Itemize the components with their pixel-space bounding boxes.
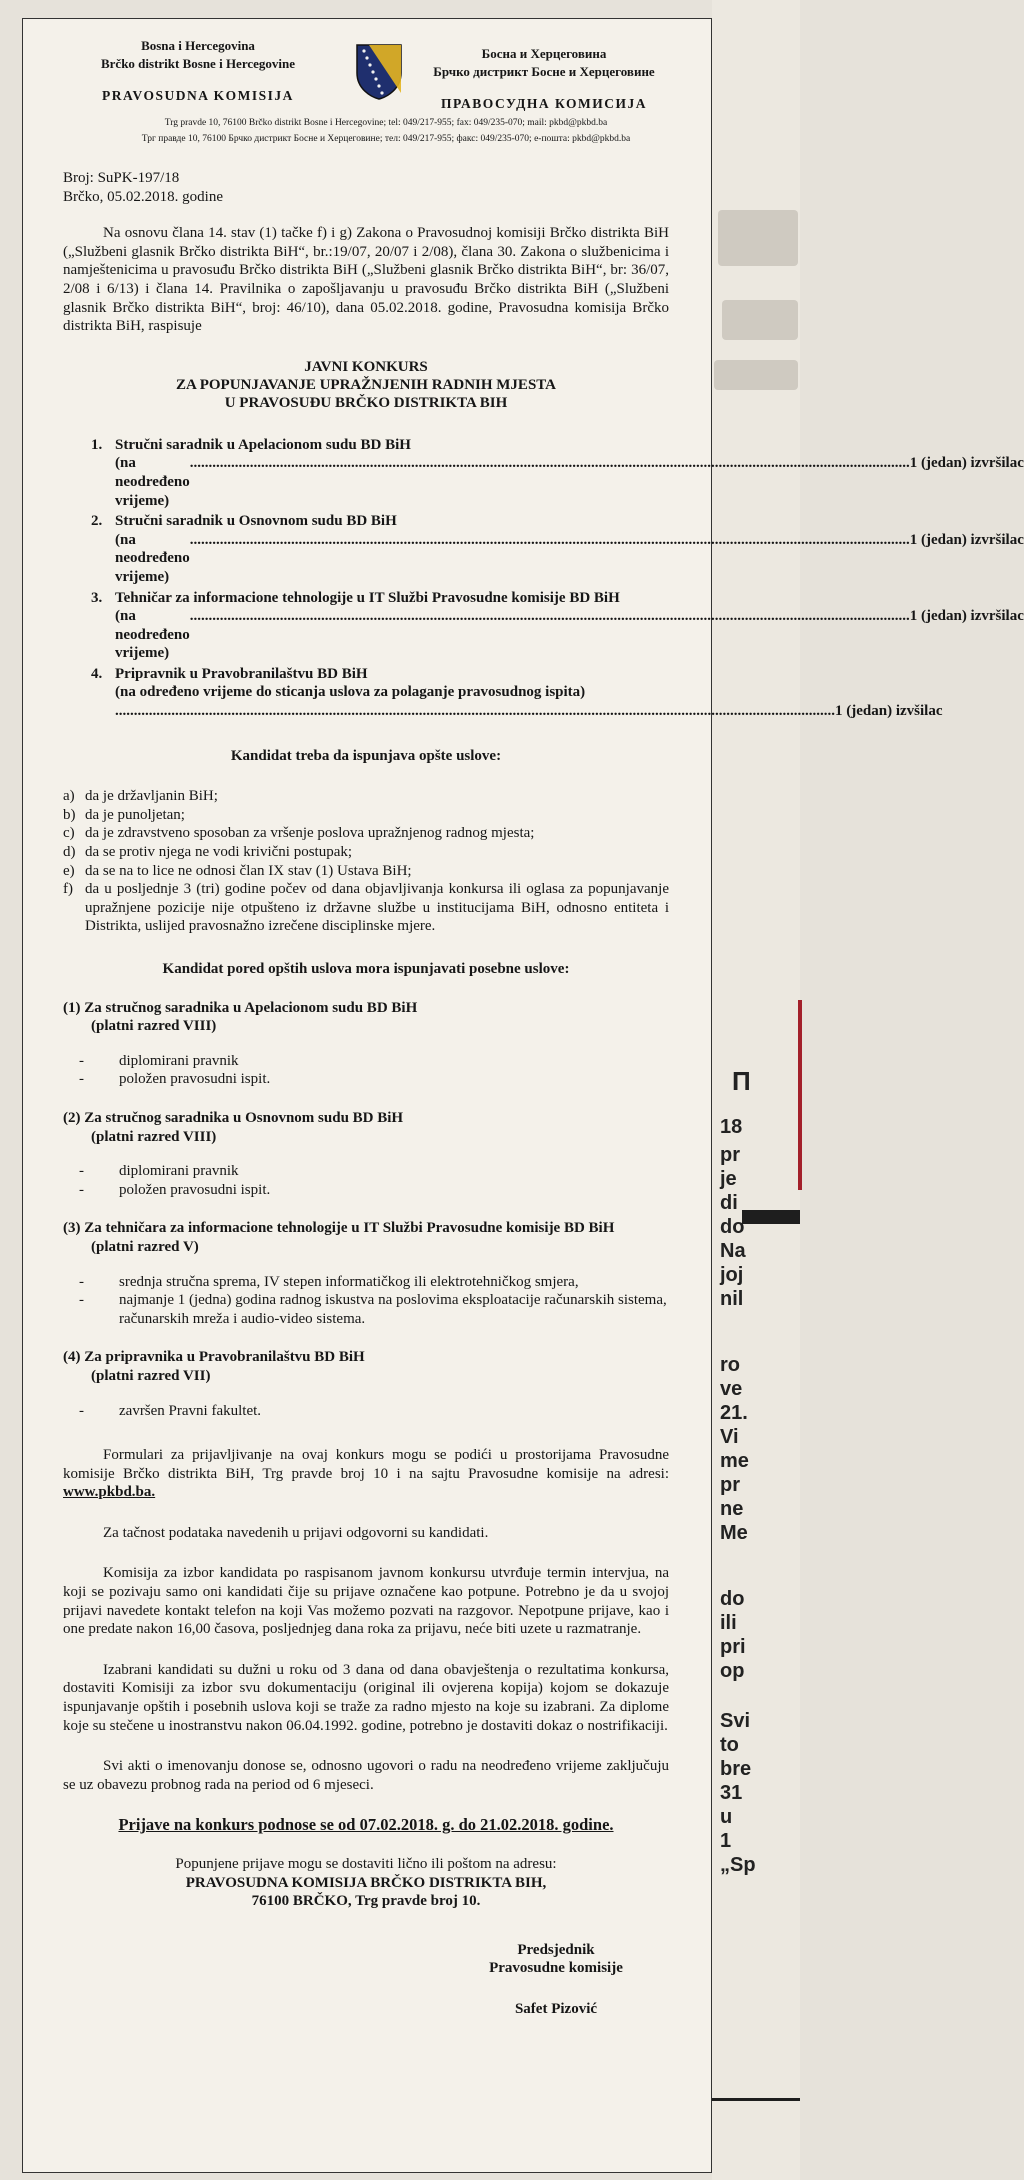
bleed-fragment: ve (720, 1378, 743, 1400)
dot-leader (190, 454, 910, 510)
pay-grade: (platni razred VII) (91, 1367, 211, 1384)
bleed-fragment: to (720, 1734, 739, 1756)
bleed-fragment: do (720, 1588, 745, 1610)
requirement-dash: - (79, 1273, 84, 1290)
general-condition (63, 787, 669, 806)
bleed-fragment: op (720, 1660, 745, 1682)
signature-role-2: Pravosudne komisije (489, 1960, 623, 1977)
address-line-2: 76100 BRČKO, Trg pravde broj 10. (251, 1893, 481, 1910)
position-item (91, 436, 1024, 510)
requirement-item (79, 1070, 669, 1089)
requirement-dash: - (79, 1071, 84, 1088)
general-condition (63, 843, 669, 862)
condition-letter: b) (63, 806, 76, 823)
condition-letter: e) (63, 862, 75, 879)
special-condition-title: (3) Za tehničara za informacione tehnologije u IT Službi Pravosudne komisije BD BiH (63, 1220, 615, 1237)
reference-date: Brčko, 05.02.2018. godine (63, 188, 223, 205)
condition-text: da je državljanin BiH; (85, 788, 218, 805)
special-condition-title: (2) Za stručnog saradnika u Osnovnom sudu BD BiH (63, 1109, 404, 1126)
special-conditions-heading: Kandidat pored opštih uslova mora ispunjavati posebne uslove: (162, 961, 570, 977)
letterhead (63, 37, 669, 147)
letterhead-country-cyrillic: Босна и Херцеговина (481, 46, 607, 61)
requirement-text: srednja stručna sprema, IV stepen informatičkog ili elektrotehničkog smjera, (119, 1273, 579, 1290)
bleed-fragment: 31 (720, 1782, 743, 1804)
requirement-list (79, 1052, 669, 1089)
special-condition-block (63, 1109, 669, 1146)
requirement-item (79, 1273, 669, 1292)
position-name: Stručni saradnik u Osnovnom sudu BD BiH (115, 513, 397, 530)
bleed-fragment: pri (720, 1636, 746, 1658)
delivery-address (63, 1855, 669, 1911)
contact-line-cyrillic: Трг правде 10, 76100 Брчко дистрикт Босне и Херцеговине; тел: 049/217-955; факс: 049/235-070; е-пошта: pkbd@pkbd.ba (141, 134, 631, 144)
bleed-fragment: pr (720, 1144, 740, 1166)
special-condition-block (63, 1219, 669, 1256)
general-conditions-heading: Kandidat treba da ispunjava opšte uslove: (230, 747, 502, 764)
position-term: (na neodređeno vrijeme) (115, 455, 190, 509)
special-conditions-list (63, 999, 669, 1421)
signatory-name: Safet Pizović (514, 2000, 598, 2017)
position-number: 4. (91, 665, 103, 682)
position-item (91, 589, 1024, 663)
contact-line-latin: Trg pravde 10, 76100 Brčko distrikt Bosne i Hercegovine; tel: 049/217-955; fax: 049/235-070; mail: pkbd@pkbd.ba (164, 118, 608, 128)
condition-letter: a) (63, 788, 75, 805)
position-term: (na neodređeno vrijeme) (115, 608, 190, 662)
special-condition-title: (4) Za pripravnika u Pravobranilaštvu BD BiH (63, 1349, 365, 1366)
condition-text: da je zdravstveno sposoban za vršenje poslova upražnjenog radnog mjesta; (85, 825, 535, 842)
position-body (115, 436, 1024, 510)
position-count-line (115, 702, 943, 721)
dot-leader (190, 531, 910, 587)
position-number: 1. (91, 436, 103, 453)
title-line-1: JAVNI KONKURS (304, 358, 428, 375)
bleed-fragment: joj (720, 1264, 744, 1286)
special-condition-block (63, 1348, 669, 1385)
position-body (115, 665, 943, 721)
position-name: Tehničar za informacione tehnologije u IT Službi Pravosudne komisije BD BiH (115, 589, 620, 606)
position-count: 1 (jedan) izvršilac (909, 531, 1024, 548)
position-name: Stručni saradnik u Apelacionom sudu BD BiH (115, 436, 411, 453)
bleed-fragment: nil (720, 1288, 744, 1310)
letterhead-district: Brčko distrikt Bosne i Hercegovine (100, 56, 296, 71)
title-line-2: ZA POPUNJAVANJE UPRAŽNJENIH RADNIH MJESTA (175, 376, 557, 393)
forms-text: Formulari za prijavljivanje na ovaj konkurs mogu se podići u prostorijama Pravosudne komisije Brčko distrikta BiH, Trg pravde broj 10 i na sajtu Pravosudne komisije na adresi: (63, 1447, 669, 1482)
dot-leader (115, 702, 835, 721)
position-body (115, 512, 1024, 586)
bleed-fragment: ro (720, 1354, 740, 1376)
website-link[interactable]: www.pkbd.ba. (63, 1484, 156, 1501)
forms-paragraph (63, 1446, 669, 1502)
address-intro: Popunjene prijave mogu se dostaviti lično ili poštom na adresu: (175, 1856, 557, 1872)
pay-grade: (platni razred V) (91, 1238, 199, 1255)
position-count-line (115, 607, 1024, 663)
application-deadline: Prijave na konkurs podnose se od 07.02.2018. g. do 21.02.2018. godine. (118, 1815, 614, 1835)
bleed-fragment: u (720, 1806, 733, 1828)
position-body (115, 589, 1024, 663)
bleed-fragment: di (720, 1192, 738, 1214)
letterhead-country: Bosna i Hercegovina (141, 38, 255, 53)
position-term: (na određeno vrijeme do sticanja uslova za polaganje pravosudnog ispita) (115, 684, 586, 701)
requirement-text: najmanje 1 (jedna) godina radnog iskustva na poslovima eksploatacije računarskih sistema, računarskih mreža i audio-video sistema. (119, 1292, 667, 1327)
bleed-fragment: pr (720, 1474, 740, 1496)
reference-block (63, 169, 669, 206)
bleed-fragment: Na (720, 1240, 746, 1262)
announcement-title (63, 358, 669, 412)
requirement-list (79, 1402, 669, 1421)
condition-text: da se na to lice ne odnosi član IX stav (1) Ustava BiH; (85, 862, 412, 879)
letterhead-cyrillic (409, 45, 679, 113)
address-line-1: PRAVOSUDNA KOMISIJA BRČKO DISTRIKTA BIH, (185, 1874, 547, 1891)
requirement-dash: - (79, 1402, 84, 1419)
general-conditions-list (63, 787, 669, 936)
general-condition (63, 862, 669, 881)
requirement-list (79, 1162, 669, 1199)
position-item (91, 512, 1024, 586)
requirement-item (79, 1291, 669, 1328)
signature-block (443, 1941, 669, 2019)
general-condition (63, 824, 669, 843)
condition-text: da u posljednje 3 (tri) godine počev od dana objavljivanja konkursa ili oglasa za popunjavanje upražnjene pozicije nije otpušteno iz državne službe u institucijama BiH, odnosno entiteta i Distrikta, uslijed pravosnažno izrečene disciplinske mjere. (85, 881, 669, 935)
bleed-fragment: 18 (720, 1116, 743, 1138)
signature-role-1: Predsjednik (517, 1941, 595, 1958)
dot-leader (190, 607, 910, 663)
bleed-fragment: Vi (720, 1426, 739, 1448)
requirement-text: diplomirani pravnik (119, 1052, 239, 1069)
requirement-text: završen Pravni fakultet. (119, 1402, 262, 1419)
condition-letter: f) (63, 881, 73, 898)
special-condition-block (63, 999, 669, 1036)
bleed-fragment: je (720, 1168, 737, 1190)
requirement-list (79, 1273, 669, 1329)
position-number: 3. (91, 589, 103, 606)
bleed-fragment: 21. (720, 1402, 748, 1424)
position-count-line (115, 531, 1024, 587)
requirement-text: položen pravosudni ispit. (119, 1181, 271, 1198)
requirement-item (79, 1181, 669, 1200)
requirement-dash: - (79, 1181, 84, 1198)
bleed-fragment: ili (720, 1612, 737, 1634)
position-count: 1 (jedan) izvršilac (909, 455, 1024, 472)
coat-of-arms-icon (355, 43, 403, 101)
bleed-fragment: Me (720, 1522, 748, 1544)
bleed-fragment: 1 (720, 1830, 732, 1852)
condition-text: da je punoljetan; (85, 806, 185, 823)
adjacent-page-bleed (712, 0, 800, 2180)
requirement-dash: - (79, 1052, 84, 1069)
accuracy-paragraph: Za tačnost podataka navedenih u prijavi odgovorni su kandidati. (103, 1524, 489, 1541)
special-condition-title: (1) Za stručnog saradnika u Apelacionom sudu BD BiH (63, 999, 418, 1016)
letterhead-commission: PRAVOSUDNA KOMISIJA (102, 88, 294, 103)
general-condition (63, 806, 669, 825)
requirement-text: položen pravosudni ispit. (119, 1071, 271, 1088)
interview-paragraph: Komisija za izbor kandidata po raspisanom javnom konkursu utvrđuje termin intervjua, na koji se pozivaju samo oni kandidati čije su prijave označene kao potpune. Potrebno je da u svojoj prijavi navedete kontakt telefon na koji Vas možemo pozvati na razgovor. Nepotpune prijave, kao i one predate nakon 16,00 časova, posljednjeg dana roka za prijavu, neće biti uzete u razmatranje. (63, 1565, 669, 1638)
letterhead-latin (63, 37, 333, 105)
condition-text: da se protiv njega ne vodi krivični postupak; (85, 844, 353, 861)
condition-letter: c) (63, 825, 75, 842)
letterhead-commission-cyrillic: ПРАВОСУДНА КОМИСИЈА (441, 96, 647, 111)
bleed-fragment: do (720, 1216, 745, 1238)
condition-letter: d) (63, 844, 76, 861)
requirement-dash: - (79, 1163, 84, 1180)
requirement-dash: - (79, 1292, 84, 1309)
position-term: (na neodređeno vrijeme) (115, 531, 190, 585)
probation-paragraph: Svi akti o imenovanju donose se, odnosno ugovori o radu na neodređeno vrijeme zaključuju se uz obavezu probnog rada na period od 6 mjeseci. (63, 1758, 669, 1793)
positions-list (91, 436, 1024, 721)
position-count: 1 (jedan) izvršilac (909, 608, 1024, 625)
position-count-line (115, 454, 1024, 510)
legal-basis-paragraph: Na osnovu člana 14. stav (1) tačke f) i g) Zakona o Pravosudnoj komisiji Brčko distrikta BiH („Službeni glasnik Brčko distrikta BiH“, br.:19/07, 20/07 i 2/08), člana 30. Zakona o službenicima i namještenicima u pravosuđu Brčko distrikta BiH („Službeni glasnik Brčko distrikta BiH“, br: 36/07, 2/08 i 6/13) i člana 14. Pravilnika o zapošljavanju u pravosuđu Brčko distrikta BiH („Službeni glasnik Brčko distrikta BiH“, broj: 46/10), dana 05.02.2018. godine, Pravosudna komisija Brčko distrikta BiH, raspisuje (63, 225, 669, 335)
bleed-fragment: bre (720, 1758, 752, 1780)
requirement-item (79, 1052, 669, 1071)
requirement-item (79, 1162, 669, 1181)
general-condition (63, 880, 669, 936)
position-item (91, 665, 943, 721)
requirement-text: diplomirani pravnik (119, 1163, 239, 1180)
bleed-fragment: „Sp (720, 1854, 756, 1876)
letterhead-district-cyrillic: Брчко дистрикт Босне и Херцеговине (433, 64, 655, 79)
bleed-fragment: П (732, 1066, 751, 1096)
bleed-fragment: me (720, 1450, 749, 1472)
selected-candidates-paragraph: Izabrani kandidati su dužni u roku od 3 dana od dana obavještenja o rezultatima konkursa, dostaviti Komisiji za izbor svu dokumentaciju (original ili ovjerena kopija) kojom se dokazuje ispunjavanje opštih i posebnih uslova koji se traže za radno mjesto na koje su izabrani. Za diplome koje su stečene u inostranstvu nakon 06.04.1992. godine, potrebno je dostaviti dokaz o nostrifikaciji. (63, 1661, 669, 1734)
title-line-3: U PRAVOSUĐU BRČKO DISTRIKTA BIH (224, 394, 508, 411)
bleed-fragment: ne (720, 1498, 744, 1520)
position-name: Pripravnik u Pravobranilaštvu BD BiH (115, 665, 368, 682)
requirement-item (79, 1402, 669, 1421)
position-count: 1 (jedan) izvšilac (835, 703, 943, 720)
bleed-fragment: Svi (720, 1710, 751, 1732)
reference-number: Broj: SuPK-197/18 (63, 170, 180, 186)
pay-grade: (platni razred VIII) (91, 1018, 217, 1035)
position-number: 2. (91, 513, 103, 530)
pay-grade: (platni razred VIII) (91, 1128, 217, 1145)
